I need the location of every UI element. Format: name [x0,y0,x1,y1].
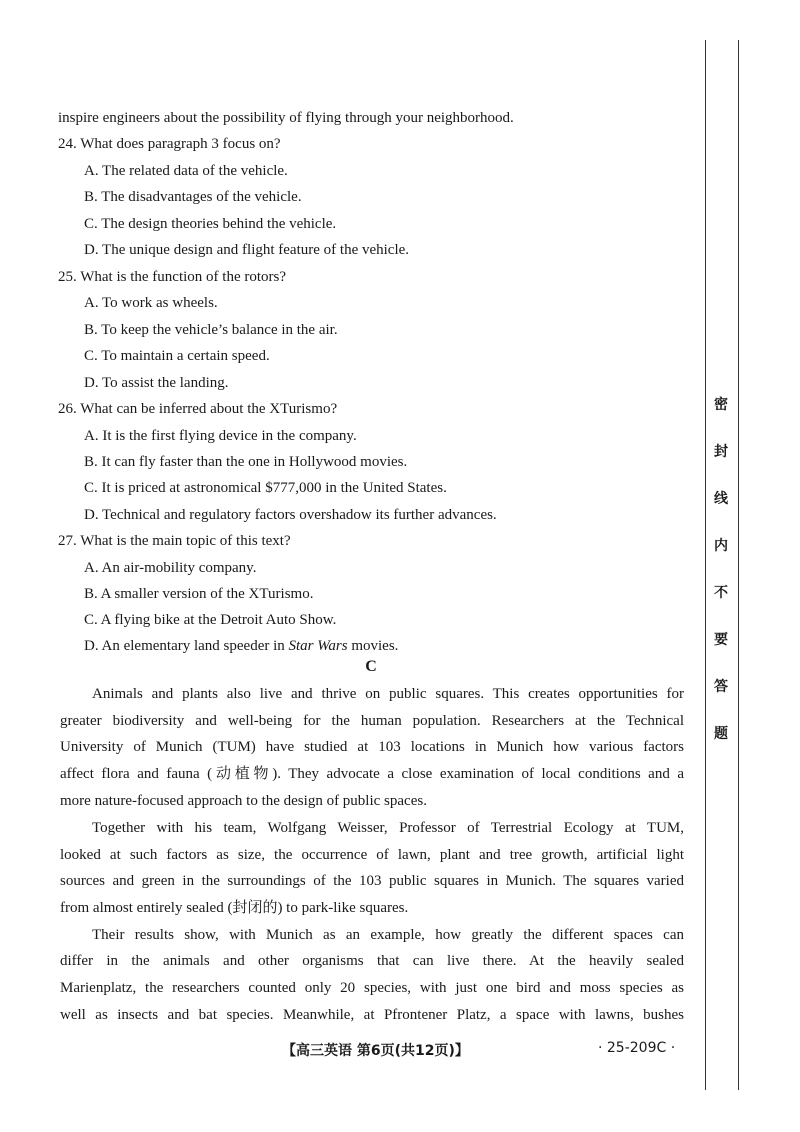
question-26-option-b: B. It can fly faster than the one in Hollywood movies. [84,454,408,470]
question-24-option-c: C. The design theories behind the vehicle. [84,216,337,232]
passage-p2-line-1: Together with his team, Wolfgang Weisser, Professor of Terrestrial Ecology at TUM, [92,820,684,836]
question-26-option-c: C. It is priced at astronomical $777,000 in the United States. [84,480,447,496]
footer-page-info: 【高三英语 第6页(共12页)】 [282,1043,469,1059]
passage-p3-line-4: well as insects and bat species. Meanwhile, at Pfrontener Platz, a space with lawns, bushes [60,1007,684,1023]
question-27-option-a: A. An air-mobility company. [84,560,257,576]
question-24-stem: 24. What does paragraph 3 focus on? [58,136,281,152]
passage-p1-line-3: University of Munich (TUM) have studied at 103 locations in Munich how various factors [60,739,684,755]
side-char-3: 线 [714,491,728,507]
question-25-option-a: A. To work as wheels. [84,295,218,311]
passage-p3-line-3: Marienplatz, the researchers counted only 20 species, with just one bird and moss species as [60,980,684,996]
passage-p2-line-3: sources and green in the surroundings of the 103 public squares in Munich. The squares varied [60,873,684,889]
question-25-option-b: B. To keep the vehicle’s balance in the air. [84,322,338,338]
question-24-option-b: B. The disadvantages of the vehicle. [84,189,302,205]
question-26-option-d: D. Technical and regulatory factors overshadow its further advances. [84,507,497,523]
binding-line-outer [738,40,739,1090]
question-26-stem: 26. What can be inferred about the XTurismo? [58,401,338,417]
passage-p1-line-4: affect flora and fauna (动植物). They advocate a close examination of local conditions and a [60,766,684,782]
binding-line-inner [705,40,706,1090]
question-24-option-d: D. The unique design and flight feature of the vehicle. [84,242,410,258]
passage-p1-line-5: more nature-focused approach to the design of public spaces. [60,793,427,809]
section-title: C [365,658,377,675]
question-27-option-c: C. A flying bike at the Detroit Auto Show. [84,612,337,628]
passage-p1-line-1: Animals and plants also live and thrive on public squares. This creates opportunities for [92,686,684,702]
question-26-option-a: A. It is the first flying device in the company. [84,428,357,444]
movie-title-italic: Star Wars [288,638,348,654]
passage-p3-line-2: differ in the animals and other organisms that can live there. At the heavily sealed [60,953,684,969]
side-char-5: 不 [714,585,728,601]
side-char-6: 要 [714,632,728,648]
passage-p2-line-2: looked at such factors as size, the occurrence of lawn, plant and tree growth, artificial light [60,847,684,863]
intro-line: inspire engineers about the possibility of flying through your neighborhood. [58,110,514,126]
side-char-4: 内 [714,538,728,554]
question-27-option-d-text: D. An elementary land speeder in [84,638,289,654]
passage-p2-line-4: from almost entirely sealed (封闭的) to park-like squares. [60,900,409,916]
question-27-stem: 27. What is the main topic of this text? [58,533,291,549]
question-27-option-b: B. A smaller version of the XTurismo. [84,586,314,602]
side-char-2: 封 [714,444,728,460]
side-char-8: 题 [714,726,728,742]
passage-p1-line-2: greater biodiversity and well-being for the human population. Researchers at the Technical [60,713,684,729]
question-25-option-d: D. To assist the landing. [84,375,229,391]
question-27-option-d-tail: movies. [347,638,399,654]
question-24-option-a: A. The related data of the vehicle. [84,163,288,179]
side-char-1: 密 [714,397,728,413]
question-27-option-d [84,636,398,656]
side-char-7: 答 [714,679,728,695]
footer-exam-code: · 25-209C · [598,1040,676,1056]
passage-p3-line-1: Their results show, with Munich as an example, how greatly the different spaces can [92,927,684,943]
question-25-option-c: C. To maintain a certain speed. [84,348,270,364]
question-25-stem: 25. What is the function of the rotors? [58,269,287,285]
